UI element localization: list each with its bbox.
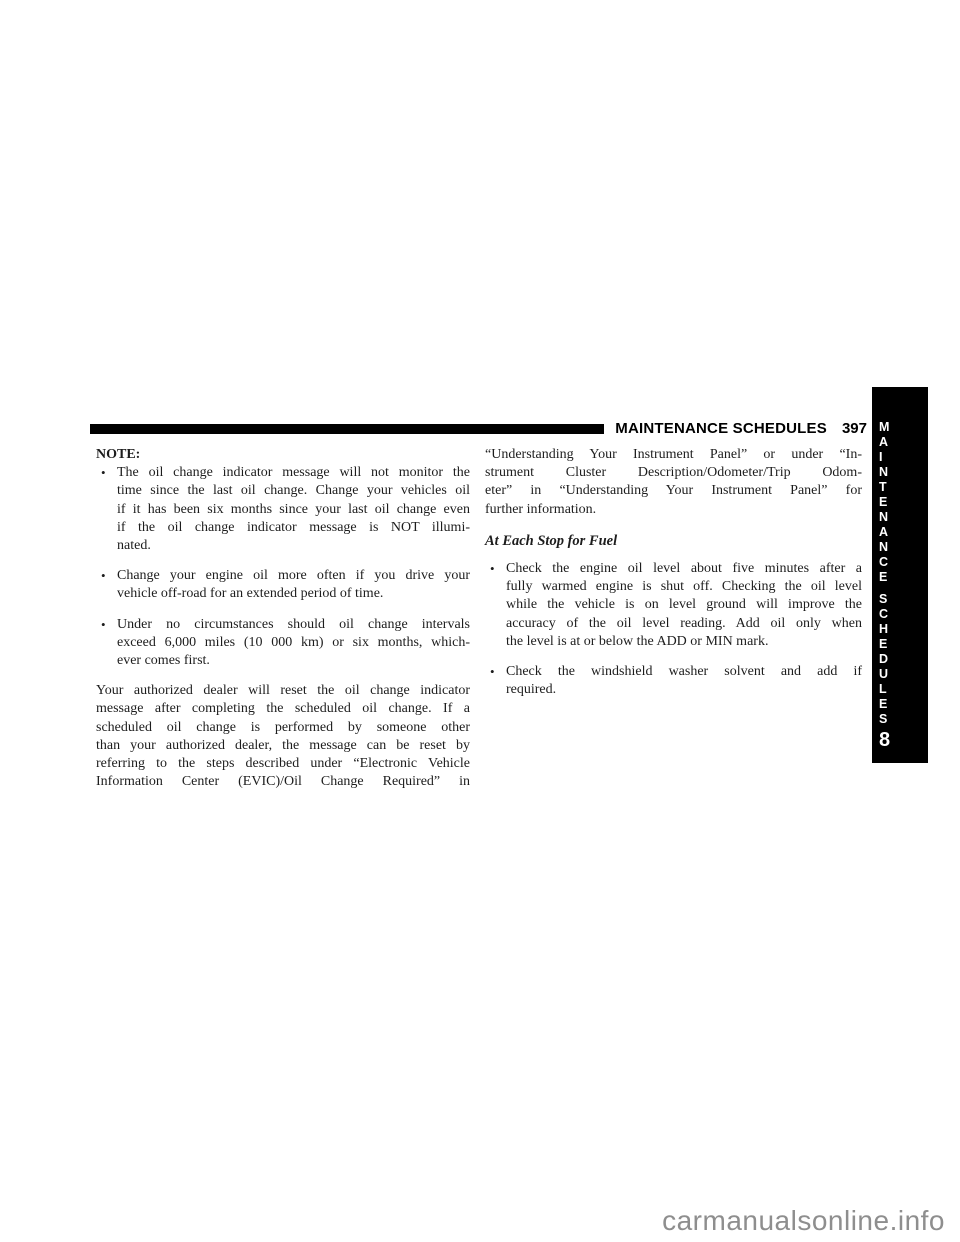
note-label: NOTE:: [96, 447, 141, 462]
bullet-text: Check the engine oil level about five minutes after a fully warmed engine is shut off. Checking the oil level while the vehicle is on level ground will improve the accuracy of the oil level reading. Add oil only when the level is at or below the ADD or MIN mark.: [506, 561, 862, 649]
section-heading: At Each Stop for Fuel: [485, 532, 618, 549]
bullet-icon: •: [101, 616, 106, 632]
chapter-tab-gap: [879, 585, 928, 592]
bullet-item: [96, 616, 470, 671]
page-header: [90, 420, 867, 437]
bullet-icon: •: [490, 561, 495, 577]
chapter-tab: [872, 387, 928, 763]
header-rule: [90, 424, 604, 434]
left-column: [96, 446, 470, 791]
bullet-icon: •: [101, 465, 106, 481]
chapter-tab-word-schedules: S C H E D U L E S: [879, 592, 889, 726]
bullet-text: Under no circumstances should oil change intervals exceed 6,000 miles (10 000 km) or six months, which- ever comes first.: [117, 616, 470, 669]
body-paragraph: Your authorized dealer will reset the oil change indicator message after completing the scheduled oil change. If a scheduled oil change is performed by someone other than your authorized dealer, the message can be reset by referring to the steps described under “Electronic Vehicle Information Center (EVIC)/Oil Change Required” in: [96, 683, 470, 790]
chapter-tab-word-maintenance: M A I N T E N A N C E: [879, 420, 890, 584]
bullet-icon: •: [490, 664, 495, 680]
page-number: 397: [841, 420, 867, 437]
bullet-text: Change your engine oil more often if you drive your vehicle off-road for an extended period of time.: [117, 568, 470, 602]
bullet-item: [96, 567, 470, 603]
watermark: carmanualsonline.info: [662, 1205, 945, 1236]
content-columns: [96, 446, 862, 791]
bullet-icon: •: [101, 568, 106, 584]
bullet-item: [485, 560, 862, 651]
bullet-item: [96, 464, 470, 555]
bullet-item: [485, 663, 862, 699]
bullet-text: The oil change indicator message will not monitor the time since the last oil change. Change your vehicles oil if it has been six months since your last oil change even if the oil change indicator message is NOT illumi- nated.: [117, 465, 470, 554]
body-paragraph: “Understanding Your Instrument Panel” or under “In- strument Cluster Description/Odometer/Trip Odom- eter” in “Understanding Your Instrument Panel” for further information.: [485, 447, 862, 517]
chapter-number: 8: [879, 729, 891, 751]
bullet-text: Check the windshield washer solvent and add if required.: [506, 664, 862, 698]
right-column: [485, 446, 862, 791]
page-header-title: MAINTENANCE SCHEDULES: [615, 420, 827, 437]
